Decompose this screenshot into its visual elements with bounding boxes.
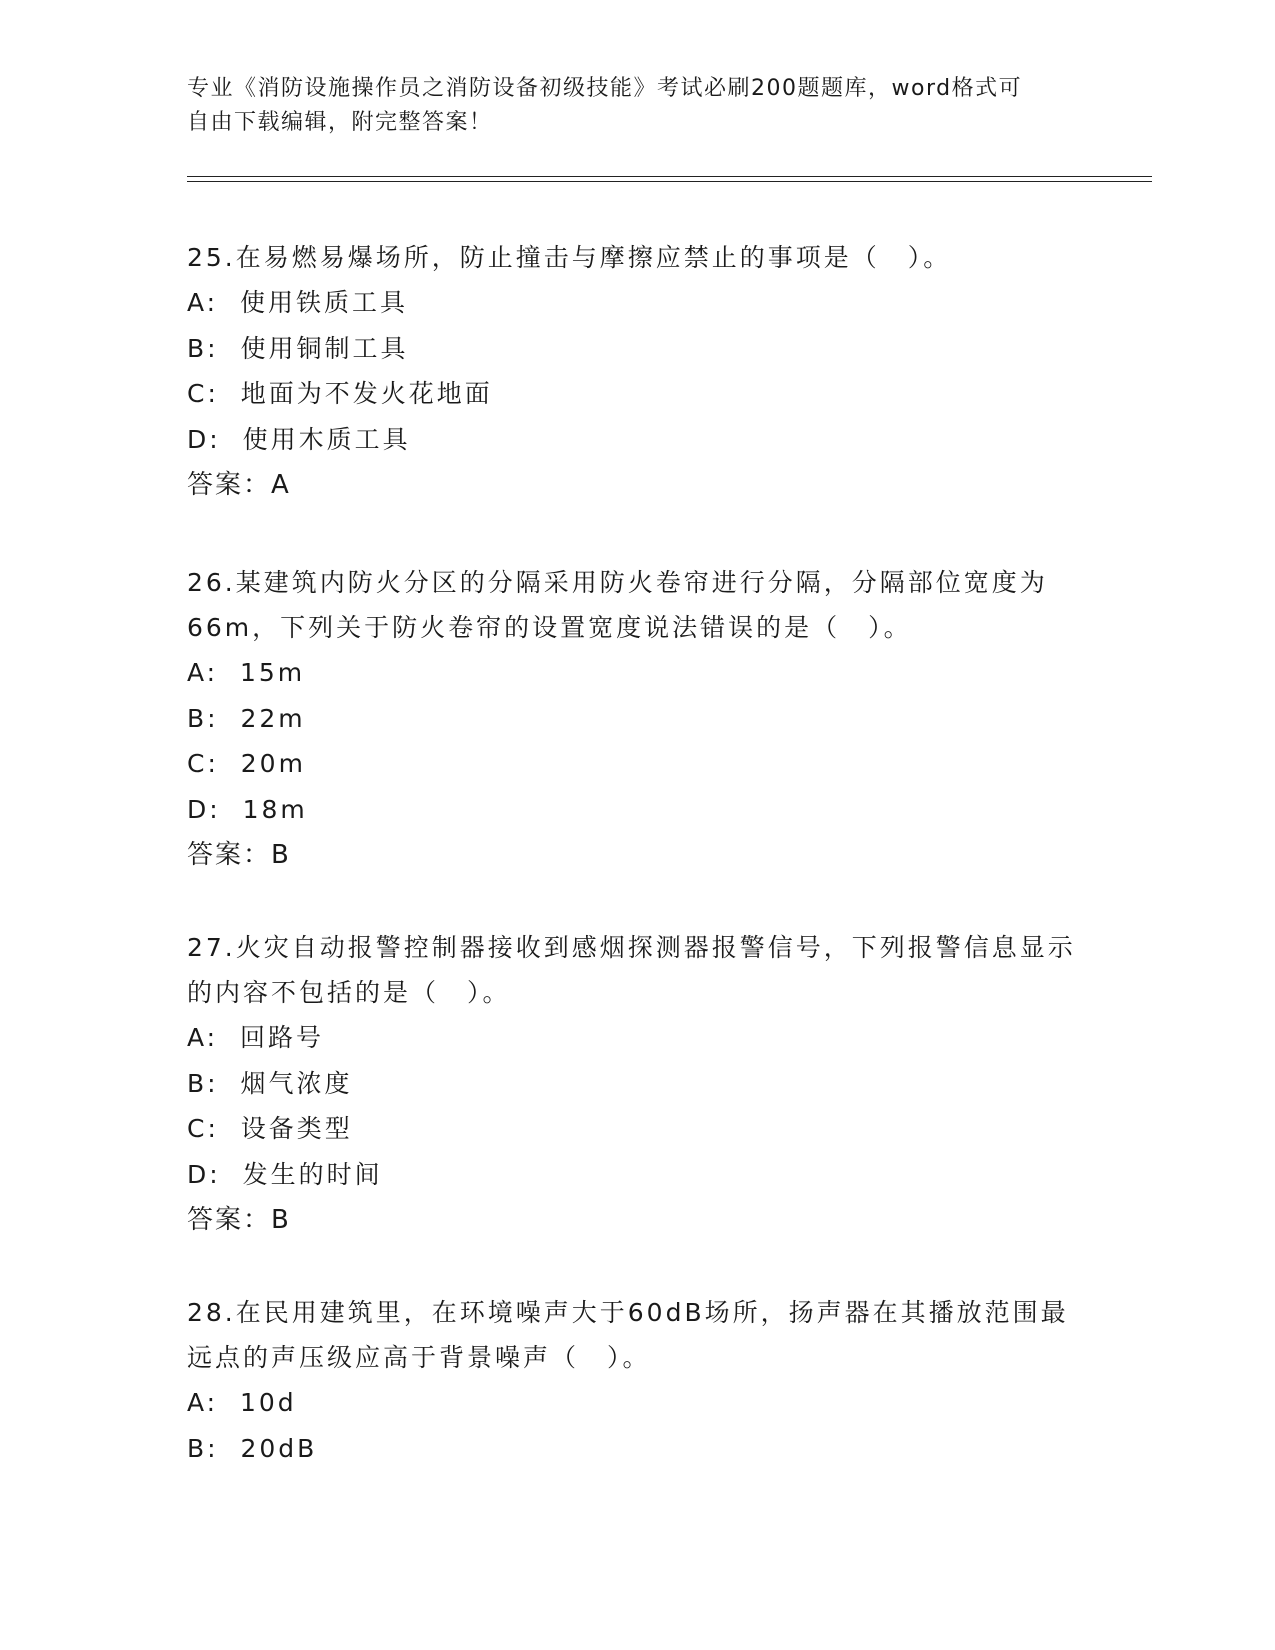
option-a: A: 10d bbox=[187, 1388, 297, 1417]
option-b: B: 22m bbox=[187, 703, 306, 733]
option-a: A: 使用铁质工具 bbox=[187, 288, 408, 317]
header-divider-top bbox=[187, 176, 1152, 177]
option-a: A: 回路号 bbox=[187, 1023, 324, 1052]
option-b: B: 20dB bbox=[187, 1433, 318, 1463]
question-stem: 26.某建筑内防火分区的分隔采用防火卷帘进行分隔，分隔部位宽度为66m，下列关于防火卷帘的设置宽度说法错误的是（ ）。 bbox=[187, 568, 1048, 642]
answer: 答案：B bbox=[187, 840, 291, 870]
document-header: 专业《消防设施操作员之消防设备初级技能》考试必刷200题题库，word格式可 自由下载编辑，附完整答案！ bbox=[187, 76, 1023, 135]
option-c: C: 20m bbox=[187, 749, 306, 778]
question-stem: 27.火灾自动报警控制器接收到感烟探测器报警信号，下列报警信息显示的内容不包括的是（ ）。 bbox=[187, 933, 1076, 1007]
option-a: A: 15m bbox=[187, 658, 306, 687]
option-d: D: 使用木质工具 bbox=[187, 424, 411, 454]
option-b: B: 烟气浓度 bbox=[187, 1068, 353, 1098]
header-divider-bottom bbox=[187, 181, 1152, 182]
answer: 答案：A bbox=[187, 470, 291, 500]
option-c: C: 地面为不发火花地面 bbox=[187, 379, 493, 408]
answer: 答案：B bbox=[187, 1205, 291, 1235]
question-25 bbox=[187, 235, 1077, 508]
question-stem: 25.在易燃易爆场所，防止撞击与摩擦应禁止的事项是（ ）。 bbox=[187, 243, 952, 272]
option-d: D: 发生的时间 bbox=[187, 1159, 383, 1189]
question-28 bbox=[187, 1290, 1077, 1471]
option-d: D: 18m bbox=[187, 794, 308, 824]
option-c: C: 设备类型 bbox=[187, 1114, 353, 1143]
option-b: B: 使用铜制工具 bbox=[187, 333, 409, 363]
question-27 bbox=[187, 925, 1077, 1243]
question-stem: 28.在民用建筑里，在环境噪声大于60dB场所，扬声器在其播放范围最远点的声压级应高于背景噪声（ ）。 bbox=[187, 1298, 1069, 1372]
question-26 bbox=[187, 560, 1077, 878]
